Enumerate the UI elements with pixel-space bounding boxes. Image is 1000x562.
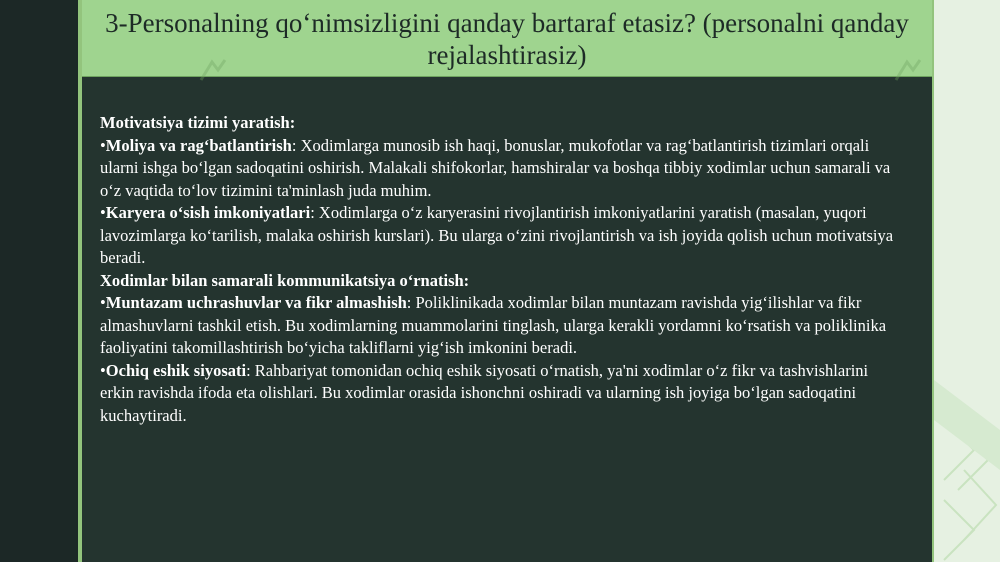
- bullet-item: •Karyera o‘sish imkoniyatlari: Xodimlarga o‘z karyerasini rivojlantirish imkoniyatlarini yaratish (masalan, yuqori lavozimlarga ko‘tarilish, malaka oshirish kurslari). Bu ularga o‘zini rivojlantirish va ish joyida qolish uchun motivatsiya beradi.: [100, 203, 894, 267]
- section-heading: Motivatsiya tizimi yaratish:: [100, 113, 296, 132]
- section-heading: Xodimlar bilan samarali kommunikatsiya o‘rnatish:: [100, 270, 470, 290]
- bullet-item: •Muntazam uchrashuvlar va fikr almashish: Poliklinikada xodimlar bilan muntazam ravishda yig‘ilishlar va fikr almashuvlarni tashkil etish. Bu xodimlarning muammolarini tinglash, ularga kerakli yordamni ko‘rsatish va poliklinika faoliyatini takomillashtirish bo‘yicha takliflarni yig‘ish imkonini beradi.: [100, 293, 887, 357]
- bullet-item: •Moliya va rag‘batlantirish: Xodimlarga munosib ish haqi, bonuslar, mukofotlar va rag‘batlantirish tizimlari orqali ularni ishga bo‘lgan sadoqatini oshirish. Malakali shifokorlar, hamshiralar va boshqa tibbiy xodimlar uchun samarali va o‘z vaqtida to‘lov tizimini ta'minlash juda muhim.: [100, 135, 891, 200]
- slide-content: [100, 112, 900, 427]
- chevron-pattern-icon: [934, 0, 1000, 562]
- leaf-decor-icon: [893, 58, 923, 84]
- leaf-decor-icon: [198, 58, 228, 84]
- slide-title: 3-Personalning qo‘nimsizligini qanday bartaraf etasiz? (personalni qanday rejalashtirasiz): [105, 8, 909, 70]
- left-margin-strip: [0, 0, 78, 562]
- right-decor-panel: [934, 0, 1000, 562]
- bullet-item: •Ochiq eshik siyosati: Rahbariyat tomonidan ochiq eshik siyosati o‘rnatish, ya'ni xodimlar o‘z fikr va tashvishlarini erkin ravishda ifoda eta olishlari. Bu xodimlar orasida ishonchni oshiradi va ularning ish joyiga bo‘lgan sadoqatini kuchaytiradi.: [100, 360, 869, 425]
